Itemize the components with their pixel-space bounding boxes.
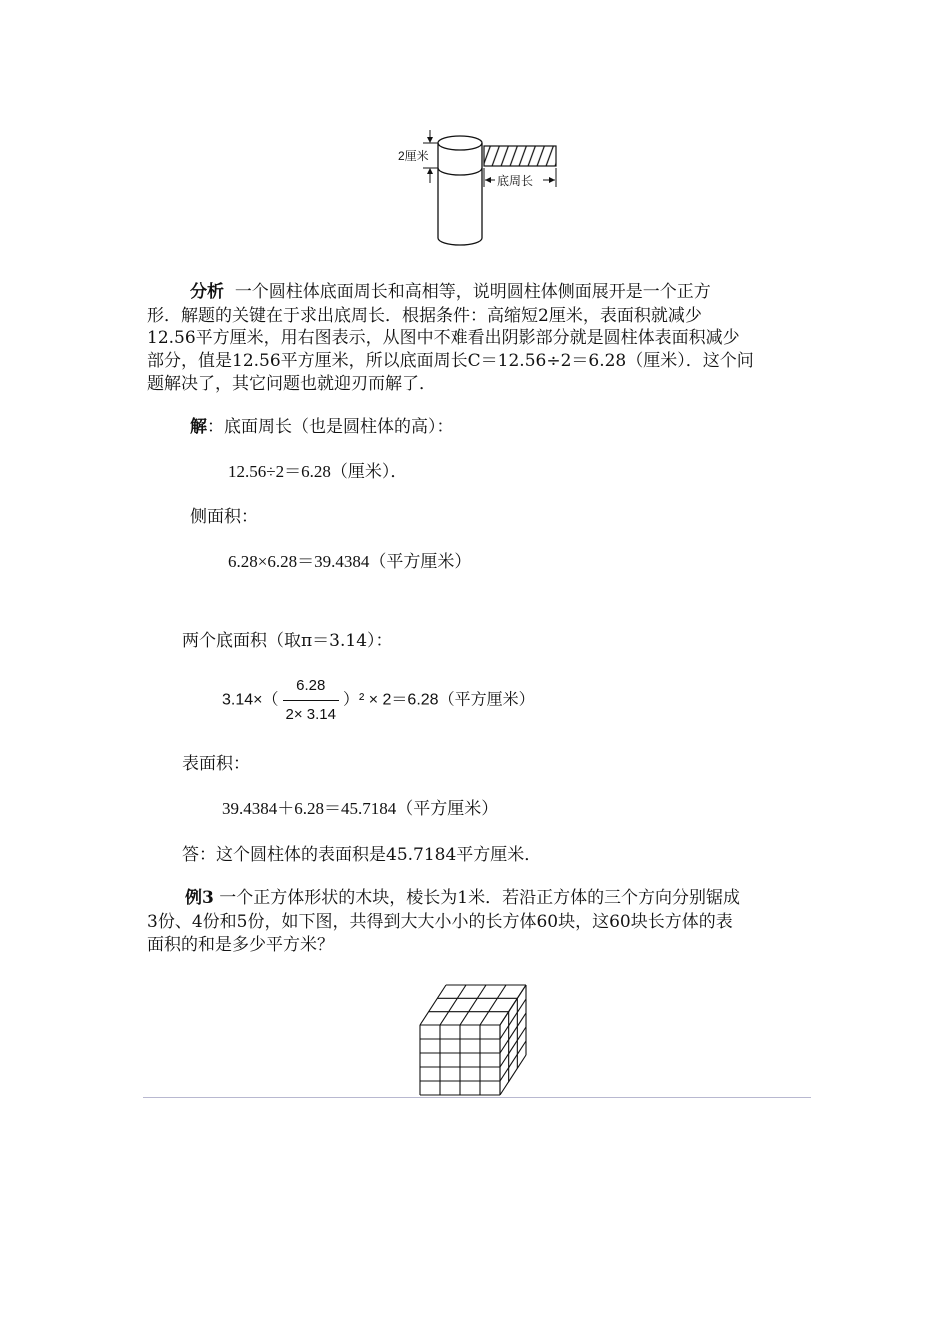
analysis-line-5: 题解决了，其它问题也就迎刃而解了．	[147, 374, 436, 394]
example3-line-2: 3份、4份和5份，如下图，共得到大大小小的长方体60块，这60块长方体的表	[147, 912, 733, 932]
analysis-line-3: 12.56平方厘米，用右图表示，从图中不难看出阴影部分就是圆柱体表面积减少	[147, 328, 740, 348]
divider-line	[143, 1097, 811, 1098]
analysis-label: 分析	[190, 282, 224, 302]
top-depth-line	[460, 985, 486, 1025]
solution-step3-equation: 3.14×（ $\frac{6.28}{2\times 3.14}$ ）² × 2＝6.28（平方厘米）	[222, 674, 535, 727]
cube-figure	[410, 980, 535, 1098]
cylinder-figure	[395, 125, 565, 250]
answer-line: 答：这个圆柱体的表面积是45.7184平方厘米．	[182, 845, 542, 865]
top-depth-line	[480, 985, 506, 1025]
solution-step1-title: 解：底面周长（也是圆柱体的高）：	[190, 417, 454, 437]
fraction	[283, 674, 339, 727]
analysis-line-2: 形．解题的关键在于求出底周长．根据条件：高缩短2厘米，表面积就减少	[147, 306, 702, 326]
cylinder-bottom	[438, 238, 482, 245]
top-depth-line	[440, 985, 466, 1025]
example3-line-1: 例3 一个正方体形状的木块，棱长为1米．若沿正方体的三个方向分别锯成	[185, 888, 741, 908]
solution-step1-equation: 12.56÷2＝6.28（厘米）．	[228, 462, 408, 481]
solution-step4-title: 表面积：	[182, 754, 250, 774]
cylinder-upper-band	[438, 168, 482, 175]
solution-step2-equation: 6.28×6.28＝39.4384（平方厘米）	[228, 552, 472, 571]
analysis-line-1: 分析 一个圆柱体底面周长和高相等，说明圆柱体侧面展开是一个正方	[190, 282, 711, 302]
solution-step4-equation: 39.4384＋6.28＝45.7184（平方厘米）	[222, 799, 499, 818]
analysis-line-4: 部分，值是12.56平方厘米，所以底面周长C＝12.56÷2＝6.28（厘米）．这个问	[147, 351, 754, 371]
example3-line-3: 面积的和是多少平方米？	[147, 935, 334, 955]
fraction-numerator: 6.28	[283, 674, 339, 701]
shaded-strip	[484, 146, 556, 166]
solution-label: 解	[190, 417, 207, 437]
cylinder-top	[438, 136, 482, 150]
height-label: 2厘米	[398, 149, 429, 163]
perimeter-label: 底周长	[497, 174, 534, 188]
solution-step2-title: 侧面积：	[190, 507, 258, 527]
top-depth-line	[420, 985, 446, 1025]
solution-step3-title: 两个底面积（取π＝3.14）：	[182, 631, 393, 651]
fraction-denominator: 2× 3.14	[285, 706, 336, 723]
example3-label: 例3	[185, 888, 214, 908]
